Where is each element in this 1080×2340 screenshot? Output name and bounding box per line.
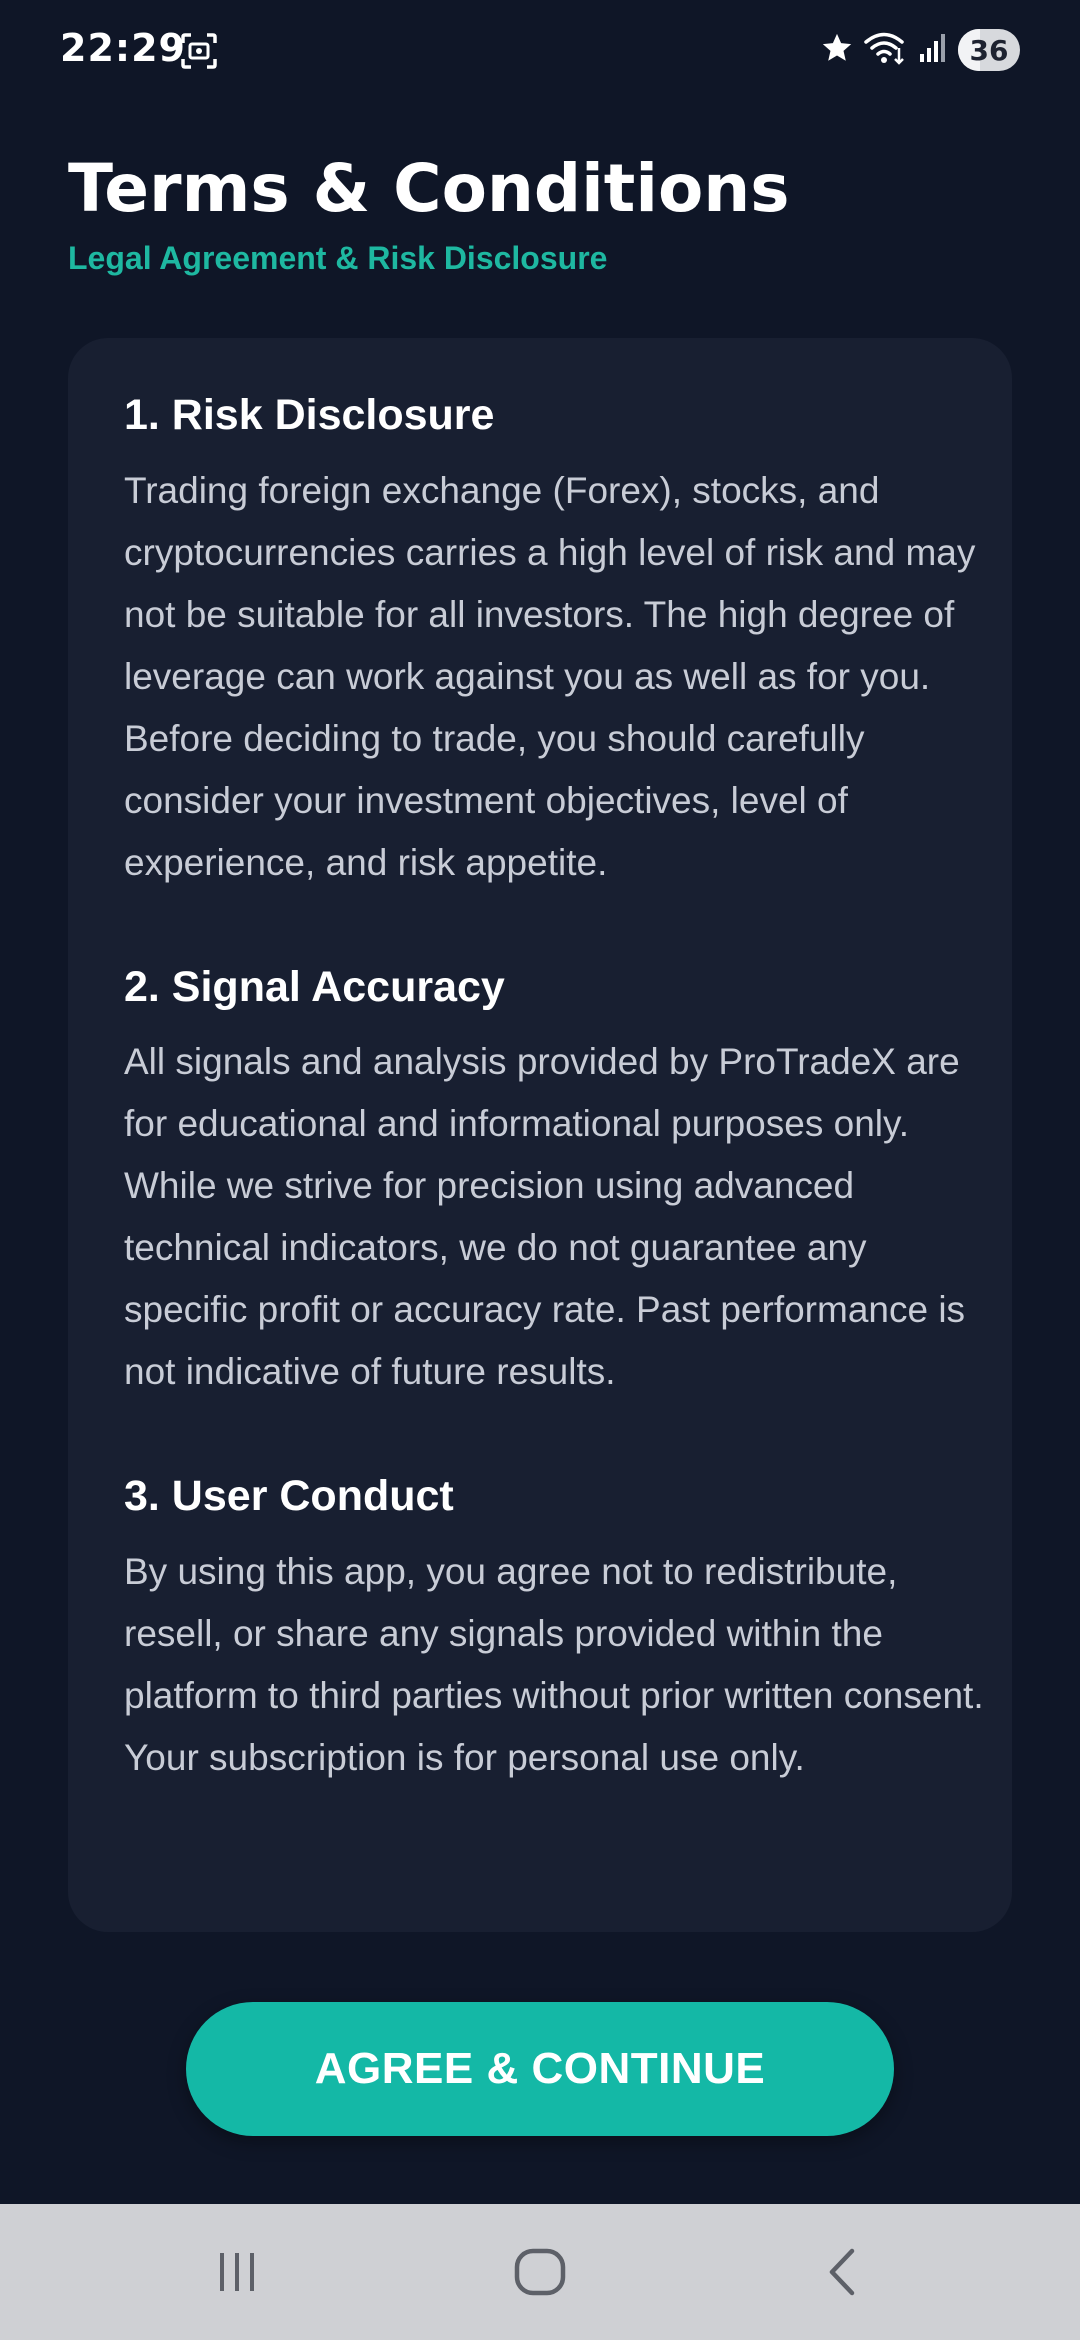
recent-apps-icon[interactable] [197,2232,277,2312]
home-icon[interactable] [500,2232,580,2312]
terms-section-risk [124,390,984,894]
section-heading: 1. Risk Disclosure [124,391,495,439]
wifi-icon [864,30,908,71]
section-heading: 2. Signal Accuracy [124,962,505,1011]
section-body: All signals and analysis provided by ProTradeX are for educational and informational purposes only. While we strive for precision using advanced technical indicators, we do not guarantee any specific profit or accuracy rate. Past performance is not indicative of future results. [124,1041,966,1393]
page-title: Terms & Conditions [68,150,790,227]
battery-icon [958,29,1020,71]
terms-section-user-conduct [124,1471,984,1789]
terms-scroll-area[interactable] [124,390,984,1932]
status-time: 22:29 [60,26,186,70]
section-body: Trading foreign exchange (Forex), stocks, and cryptocurrencies carries a high level of risk and may not be suitable for all investors. The high degree of leverage can work against you as well as for you. Before deciding to trade, you should carefully consider your investment objectives, level of experience, and risk appetite. [124,469,976,883]
star-icon [820,31,854,70]
agree-continue-button[interactable]: AGREE & CONTINUE [186,2002,894,2136]
page-subtitle: Legal Agreement & Risk Disclosure [68,240,608,276]
section-heading: 3. User Conduct [124,1472,454,1521]
screenshot-icon [180,32,218,70]
battery-level: 36 [969,33,1009,67]
navigation-bar [0,2204,1080,2340]
section-body: By using this app, you agree not to redistribute, resell, or share any signals provided within the platform to third parties without prior written consent. Your subscription is for personal use only. [124,1550,984,1778]
status-bar [0,0,1080,100]
signal-icon [918,32,948,69]
status-icons [820,28,1020,72]
terms-card[interactable] [68,338,1012,1932]
terms-section-signal-accuracy [124,962,984,1404]
back-icon[interactable] [803,2232,883,2312]
